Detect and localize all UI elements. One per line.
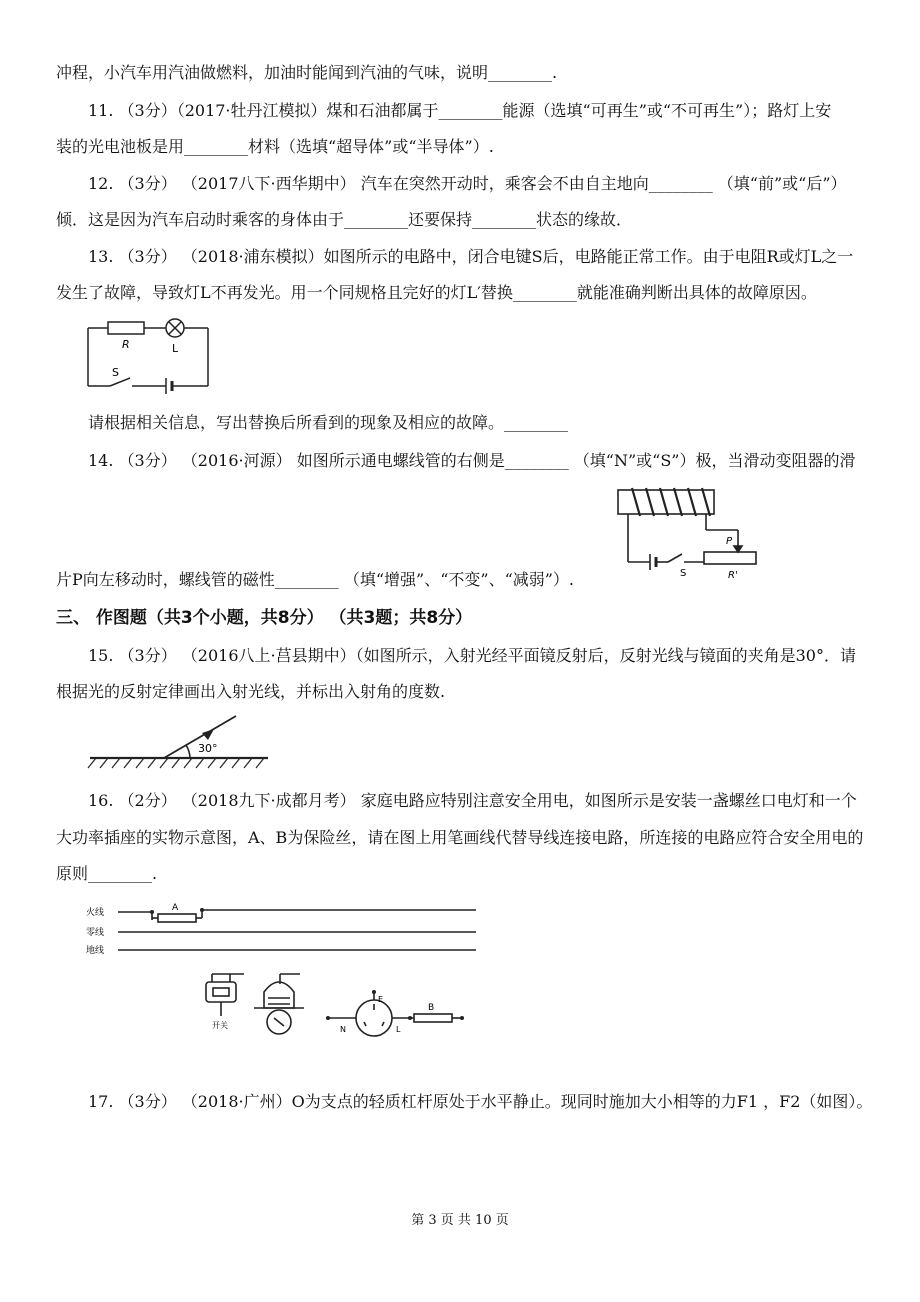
section-three-title: 三、 作图题（共3个小题，共8分） （共3题；共8分）	[56, 608, 473, 628]
fuse-a	[158, 914, 196, 922]
label-l: L	[172, 342, 179, 355]
question-11-line-1: 11. （3分）（2017·牡丹江模拟）煤和石油都属于________能源（选填“可再生”或“不可再生”）；路灯上安	[88, 101, 832, 120]
angle-label: 30°	[198, 742, 218, 755]
question-15-line-1: 15. （3分） （2016八上·莒县期中）（如图所示，入射光经平面镜反射后，反射光线与镜面的夹角是30°．请	[88, 646, 856, 665]
question-16-line-3: 原则________.	[56, 864, 158, 883]
question-13-line-1: 13. （3分） （2018·浦东模拟）如图所示的电路中，闭合电键S后，电路能正常工作。由于电阻R或灯L之一	[88, 247, 854, 266]
question-11-line-2: 装的光电池板是用________材料（选填“超导体”或“半导体”）.	[56, 137, 494, 156]
label-r: R	[122, 338, 130, 351]
switch-s	[110, 378, 130, 386]
question-13-line-2: 发生了故障，导致灯L不再发光。用一个同规格且完好的灯L′替换________就能准确判断出具体的故障原因。	[56, 283, 817, 302]
text-line-1: 冲程，小汽车用汽油做燃料，加油时能闻到汽油的气味，说明________.	[56, 63, 558, 82]
question-13-line-3: 请根据相关信息，写出替换后所看到的现象及相应的故障。________	[88, 413, 569, 432]
ray-arrow	[202, 729, 214, 740]
figure-13-circuit	[80, 314, 214, 394]
label-live-wire: 火线	[86, 908, 105, 918]
label-switch: 开关	[212, 1021, 228, 1030]
question-12-line-2: 倾．这是因为汽车启动时乘客的身体由于________还要保持________状态的缘故．	[56, 210, 633, 229]
rheostat	[704, 552, 756, 564]
label-ground-wire: 地线	[86, 946, 105, 956]
question-16-line-1: 16. （2分） （2018九下·成都月考） 家庭电路应特别注意安全用电，如图所示是安装一盏螺丝口电灯和一个	[88, 791, 857, 810]
question-17-line-1: 17. （3分） （2018·广州）O为支点的轻质杠杆原处于水平静止。现同时施加大小相等的力F1 ，F2（如图）。	[88, 1092, 873, 1111]
solenoid-coil	[632, 488, 710, 516]
switch-s	[668, 554, 682, 562]
figure-14-solenoid	[610, 482, 770, 580]
fuse-b	[414, 1014, 452, 1022]
question-14-line-1: 14. （3分） （2016·河源） 如图所示通电螺线管的右侧是________ （填“N”或“S”）极，当滑动变阻器的滑	[88, 451, 856, 470]
label-socket-n: N	[340, 1025, 346, 1034]
label-r-prime: R'	[728, 570, 738, 580]
resistor-r	[108, 322, 144, 334]
page-footer: 第 3 页 共 10 页	[411, 1213, 509, 1228]
angle-arc	[186, 745, 190, 758]
label-socket-l: L	[396, 1025, 401, 1034]
question-12-line-1: 12. （3分） （2017八下·西华期中） 汽车在突然开动时，乘客会不由自主地向________ （填“前”或“后”）	[88, 174, 847, 193]
question-14-line-2: 片P向左移动时，螺线管的磁性________ （填“增强”、“不变”、“减弱”）.	[56, 570, 575, 589]
switch-box	[206, 982, 236, 1002]
label-p: P	[726, 536, 733, 547]
label-fuse-a: A	[172, 903, 179, 913]
label-socket-e: E	[378, 995, 384, 1004]
label-fuse-b: B	[428, 1003, 435, 1013]
label-s: S	[112, 366, 119, 379]
question-16-line-2: 大功率插座的实物示意图，A、B为保险丝，请在图上用笔画线代替导线连接电路，所连接的电路应符合安全用电的	[56, 828, 864, 847]
label-s: S	[680, 568, 687, 579]
figure-15-mirror	[86, 712, 272, 774]
mirror-hatching	[88, 758, 264, 768]
label-neutral-wire: 零线	[86, 928, 105, 938]
figure-16-household-circuit	[84, 898, 480, 1064]
question-15-line-2: 根据光的反射定律画出入射光线，并标出入射角的度数.	[56, 682, 446, 701]
